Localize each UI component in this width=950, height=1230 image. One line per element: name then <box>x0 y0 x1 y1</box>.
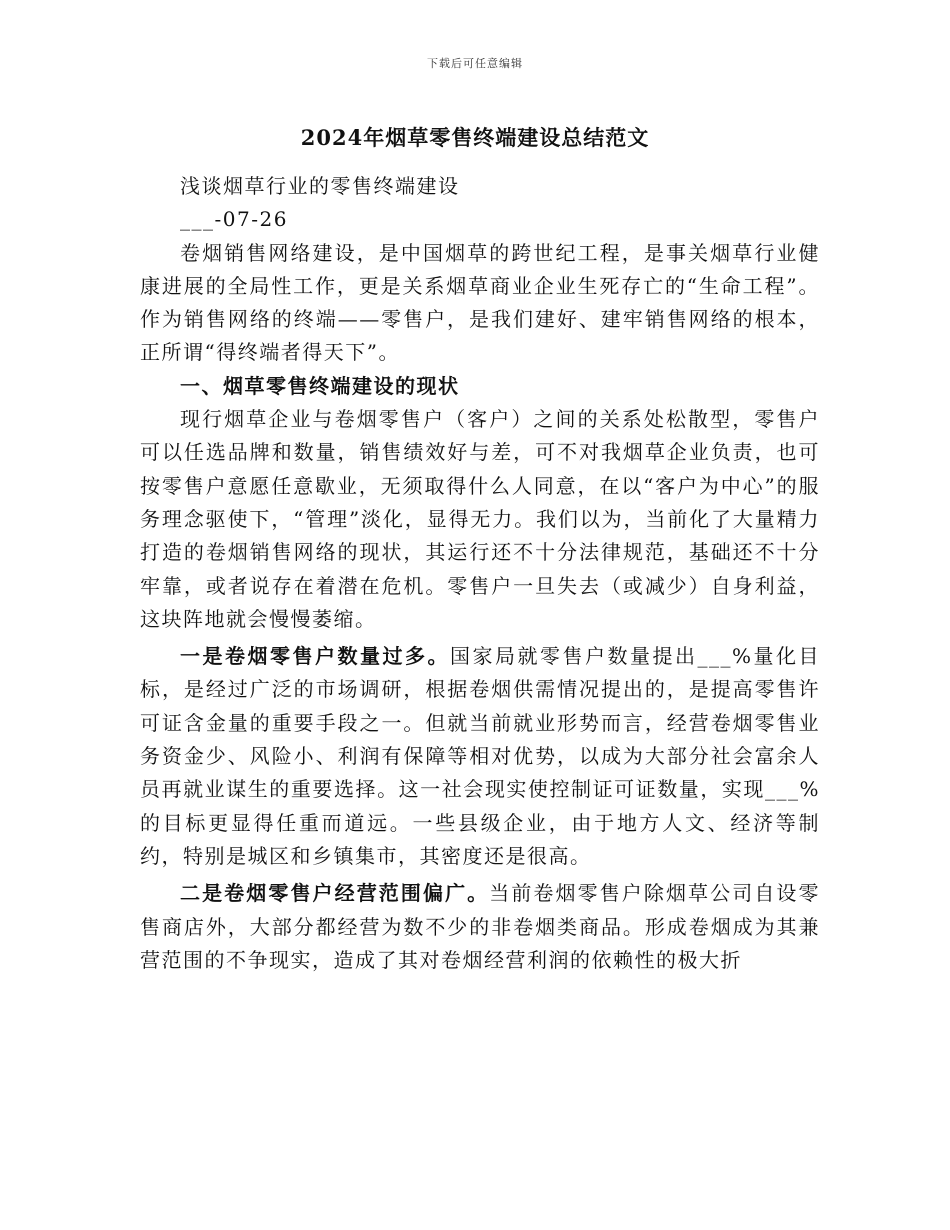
page-header-note: 下载后可任意编辑 <box>427 57 523 70</box>
point-paragraph-1 <box>140 640 820 873</box>
date-line: ___-07-26 <box>180 207 288 232</box>
point-body: 国家局就零售户数量提出___%量化目标，是经过广泛的市场调研，根据卷烟供需情况提出的，是提高零售许可证含金量的重要手段之一。但就当前就业形势而言，经营卷烟零售业务资金少、风险小、利润有保障等相对优势，以成为大部分社会富余人员再就业谋生的重要选择。这一社会现实使控制证可证数量，实现___%的目标更显得任重而道远。一些县级企业，由于地方人文、经济等制约，特别是城区和乡镇集市，其密度还是很高。 <box>140 644 820 868</box>
document-body <box>140 170 820 977</box>
point-lead: 二是卷烟零售户经营范围偏广。 <box>180 881 490 906</box>
intro-paragraph: 卷烟销售网络建设，是中国烟草的跨世纪工程，是事关烟草行业健康进展的全局性工作，更是关系烟草商业企业生死存亡的“生命工程”。作为销售网络的终端——零售户，是我们建好、建牢销售网络的根本，正所谓“得终端者得天下”。 <box>140 240 820 365</box>
point-body: 当前卷烟零售户除烟草公司自设零售商店外，大部分都经营为数不少的非卷烟类商品。形成卷烟成为其兼营范围的不争现实，造成了其对卷烟经营利润的依赖性的极大折 <box>140 881 820 972</box>
section-paragraph: 现行烟草企业与卷烟零售户（客户）之间的关系处松散型，零售户可以任选品牌和数量，销售绩效好与差，可不对我烟草企业负责，也可按零售户意愿任意歇业，无须取得什么人同意，在以“客户为中心”的服务理念驱使下，“管理”淡化，显得无力。我们以为，当前化了大量精力打造的卷烟销售网络的现状，其运行还不十分法律规范，基础还不十分牢靠，或者说存在着潜在危机。零售户一旦失去（或减少）自身利益，这块阵地就会慢慢萎缩。 <box>140 407 820 631</box>
point-lead: 一是卷烟零售户数量过多。 <box>180 644 450 669</box>
point-paragraph-2 <box>140 877 820 977</box>
subtitle: 浅谈烟草行业的零售终端建设 <box>180 174 460 198</box>
document-title: 2024年烟草零售终端建设总结范文 <box>300 125 650 150</box>
section-heading: 一、烟草零售终端建设的现状 <box>180 373 460 398</box>
